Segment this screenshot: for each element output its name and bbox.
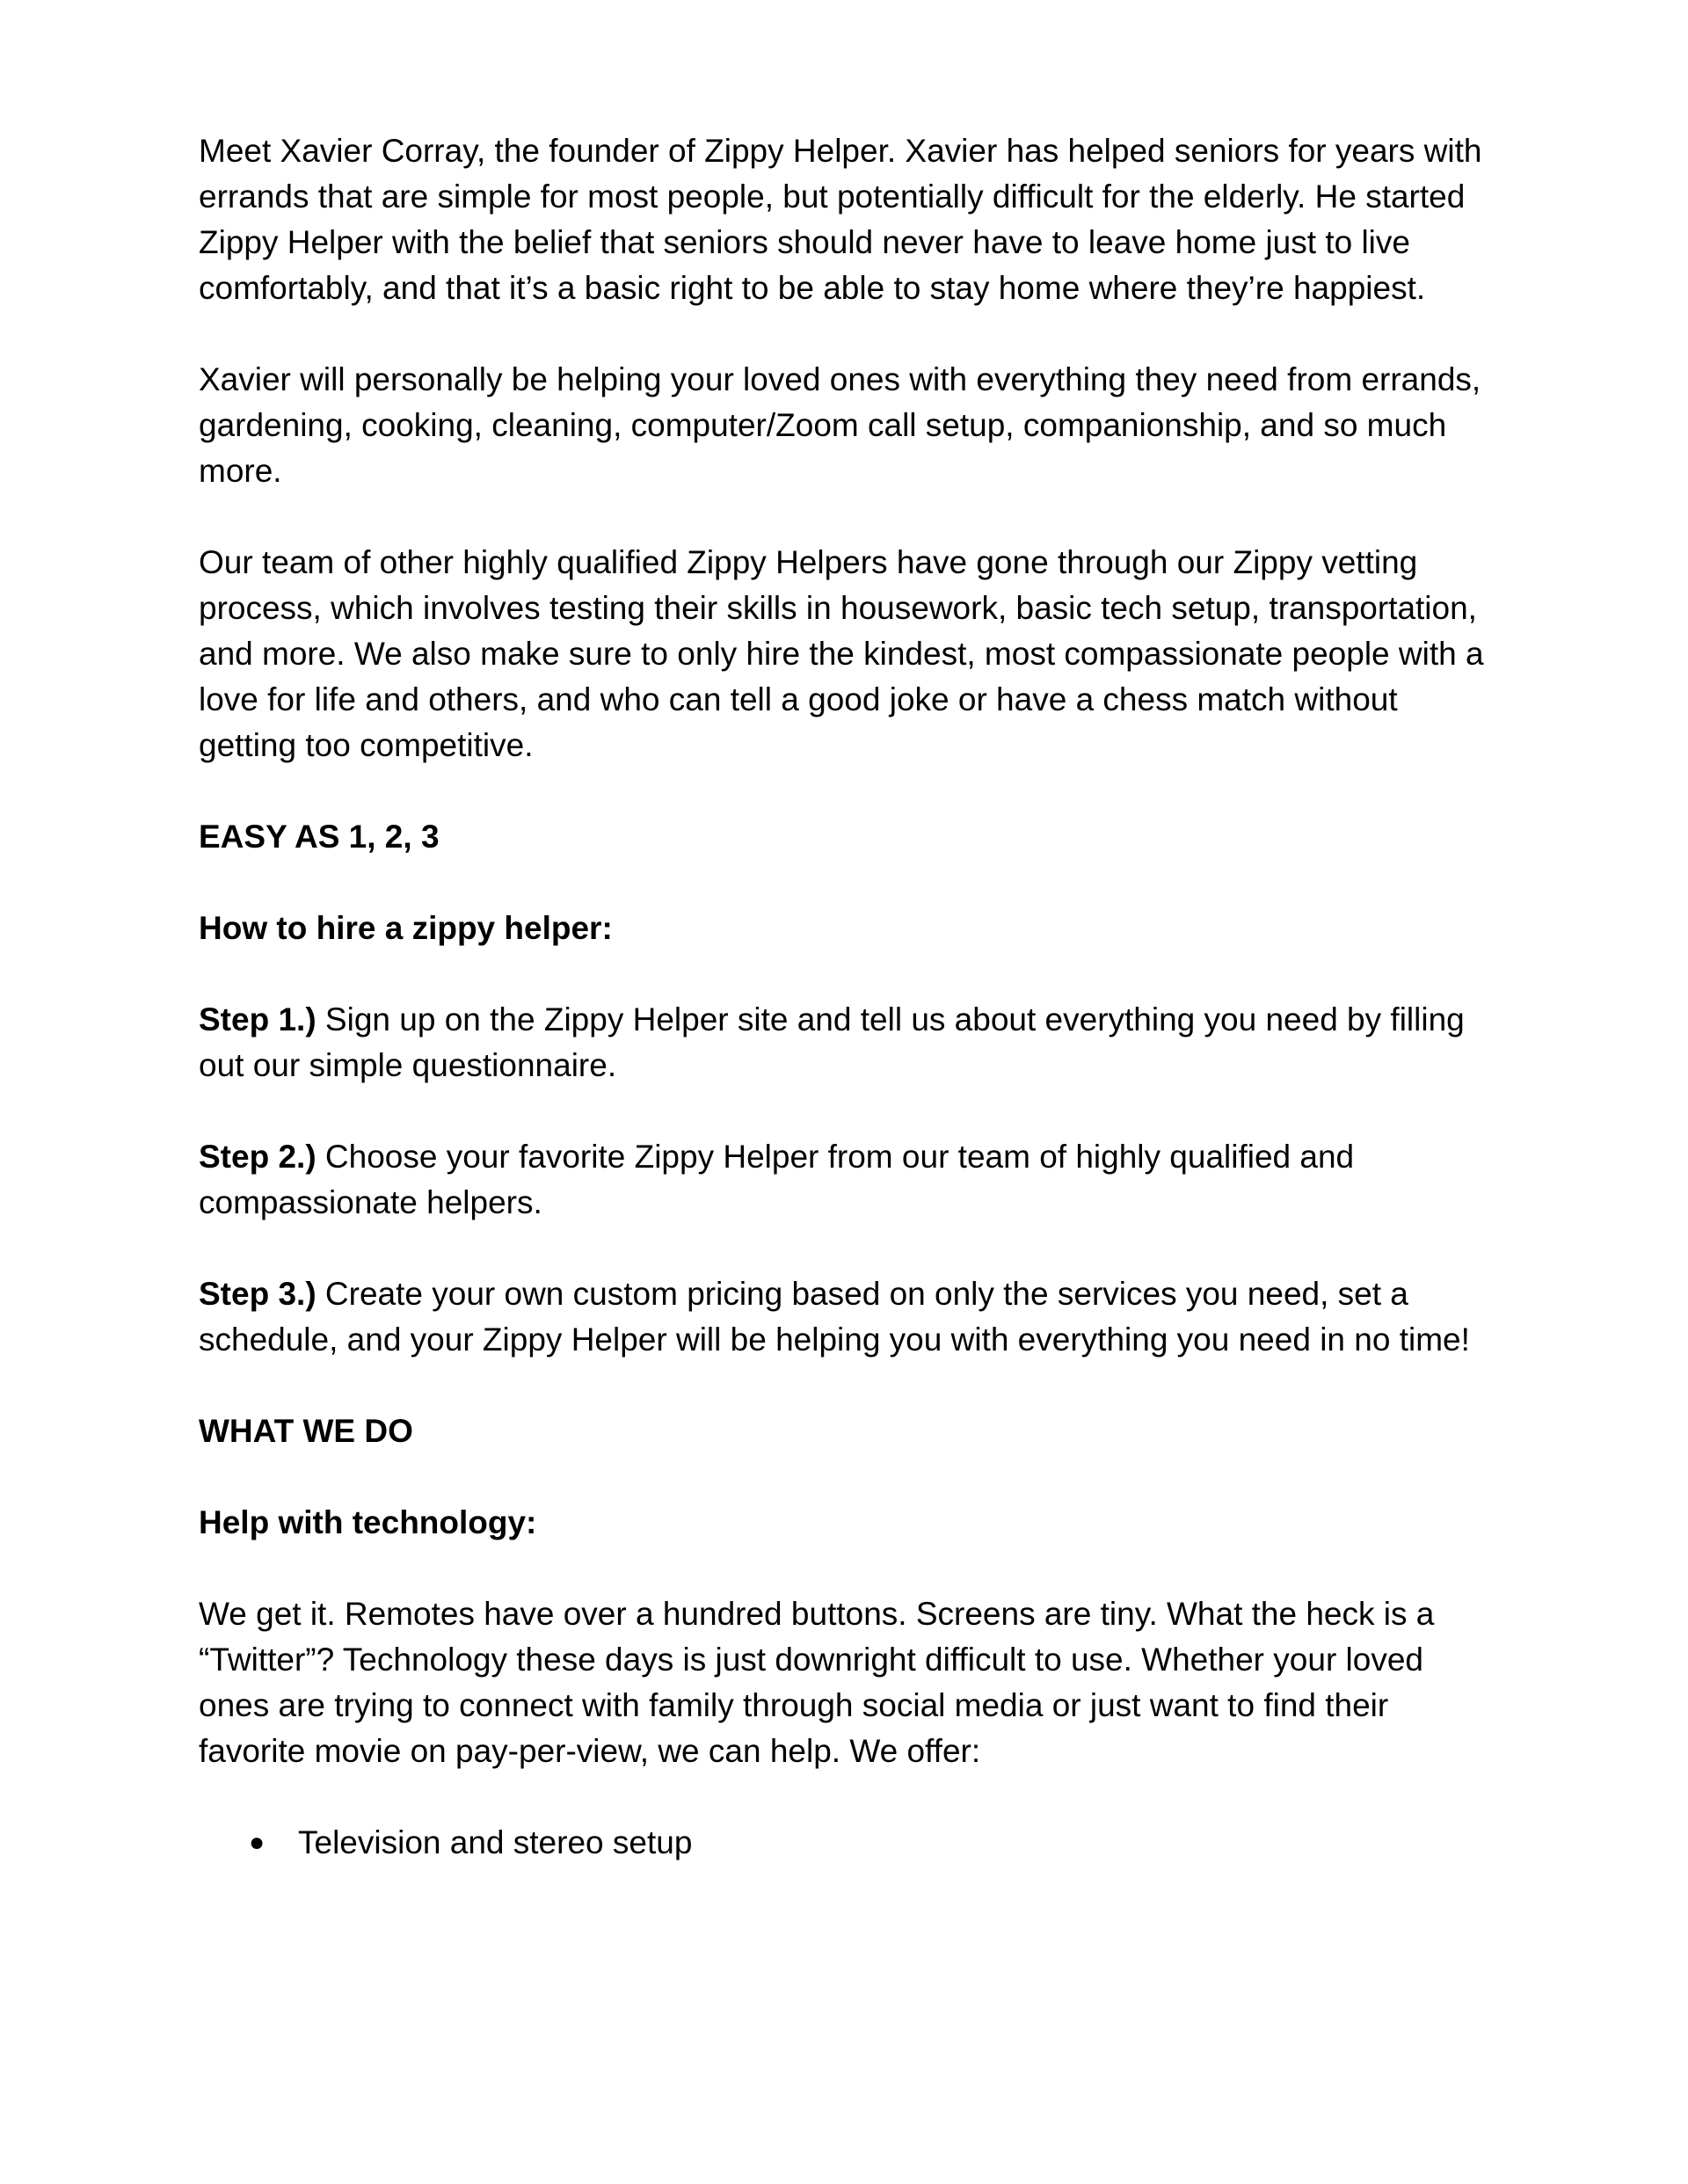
step-2-label: Step 2.) bbox=[199, 1139, 316, 1175]
list-item-text: Television and stereo setup bbox=[298, 1824, 693, 1860]
how-to-hire-subheading: How to hire a zippy helper: bbox=[199, 910, 613, 946]
easy-section-heading: EASY AS 1, 2, 3 bbox=[199, 819, 440, 855]
document-page bbox=[199, 128, 1500, 1866]
team-paragraph: Our team of other highly qualified Zippy Helpers have gone through our Zippy vetting process, which involves testing their skills in housework, basic tech setup, transportation, and more. We also make sure to only hire the kindest, most compassionate people with a love for life and others, and who can tell a good joke or have a chess match without getting too competitive. bbox=[199, 544, 1484, 763]
step-3-label: Step 3.) bbox=[199, 1276, 316, 1312]
step-2-paragraph bbox=[199, 1134, 1500, 1226]
step-1-paragraph bbox=[199, 997, 1500, 1088]
technology-paragraph: We get it. Remotes have over a hundred buttons. Screens are tiny. What the heck is a “Twitter”? Technology these days is just downright difficult to use. Whether your loved ones are trying to connect with family through social media or just want to find their favorite movie on pay-per-view, we can help. We offer: bbox=[199, 1596, 1435, 1769]
step-1-text: Sign up on the Zippy Helper site and tell us about everything you need by filling out our simple questionnaire. bbox=[199, 1001, 1465, 1083]
intro-paragraph: Meet Xavier Corray, the founder of Zippy Helper. Xavier has helped seniors for years with errands that are simple for most people, but potentially difficult for the elderly. He started Zippy Helper with the belief that seniors should never have to leave home just to live comfortably, and that it’s a basic right to be able to stay home where they’re happiest. bbox=[199, 133, 1482, 306]
step-2-text: Choose your favorite Zippy Helper from our team of highly qualified and compassionate helpers. bbox=[199, 1139, 1355, 1220]
bullet-icon: ● bbox=[249, 1828, 266, 1857]
offers-list bbox=[199, 1820, 1500, 1866]
what-we-do-heading: WHAT WE DO bbox=[199, 1413, 413, 1449]
help-with-technology-subheading: Help with technology: bbox=[199, 1504, 537, 1540]
list-item bbox=[199, 1820, 1500, 1866]
step-1-label: Step 1.) bbox=[199, 1001, 316, 1037]
step-3-text: Create your own custom pricing based on only the services you need, set a schedule, and your Zippy Helper will be helping you with everything you need in no time! bbox=[199, 1276, 1470, 1358]
personal-help-paragraph: Xavier will personally be helping your loved ones with everything they need from errands, gardening, cooking, cleaning, computer/Zoom call setup, companionship, and so much more. bbox=[199, 361, 1481, 489]
step-3-paragraph bbox=[199, 1271, 1500, 1363]
